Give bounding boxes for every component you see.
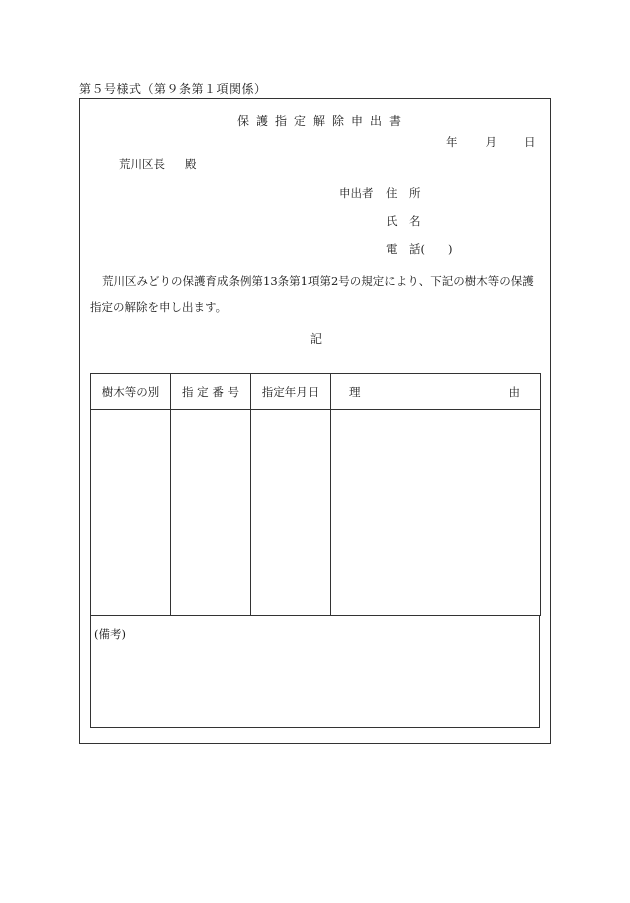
form-number: 第５号様式（第９条第１項関係）: [79, 82, 267, 96]
remarks-label: (備考): [94, 627, 126, 641]
form-title: 保護指定解除申出書: [237, 114, 409, 128]
phone-label: 電 話( ): [386, 242, 453, 256]
addressee: [119, 156, 197, 172]
name-label: 氏 名: [386, 214, 421, 228]
ki-label: 記: [310, 332, 323, 346]
table-header-row: [91, 374, 541, 410]
address-label: 住 所: [386, 186, 421, 200]
date-line: [446, 134, 536, 150]
date-month: 月: [485, 135, 497, 149]
items-table: [90, 373, 541, 616]
header-designation-number: 指 定 番 号: [171, 374, 251, 410]
cell-reason[interactable]: [331, 410, 541, 616]
applicant-label: 申出者: [339, 186, 374, 200]
cell-designation-date[interactable]: [251, 410, 331, 616]
date-year: 年: [446, 135, 458, 149]
header-designation-date: 指定年月日: [251, 374, 331, 410]
body-text: 荒川区みどりの保護育成条例第13条第1項第2号の規定により、下記の樹木等の保護指定の解除を申し出ます。: [90, 274, 534, 314]
table-row: [91, 410, 541, 616]
date-day: 日: [524, 135, 536, 149]
header-reason: [331, 374, 541, 410]
cell-type[interactable]: [91, 410, 171, 616]
addressee-honorific: 殿: [185, 157, 197, 171]
remarks-box[interactable]: [90, 615, 540, 728]
cell-designation-number[interactable]: [171, 410, 251, 616]
header-reason-right: 由: [508, 384, 520, 399]
addressee-name: 荒川区長: [119, 157, 165, 171]
header-type: 樹木等の別: [91, 374, 171, 410]
header-reason-left: 理: [349, 384, 361, 399]
